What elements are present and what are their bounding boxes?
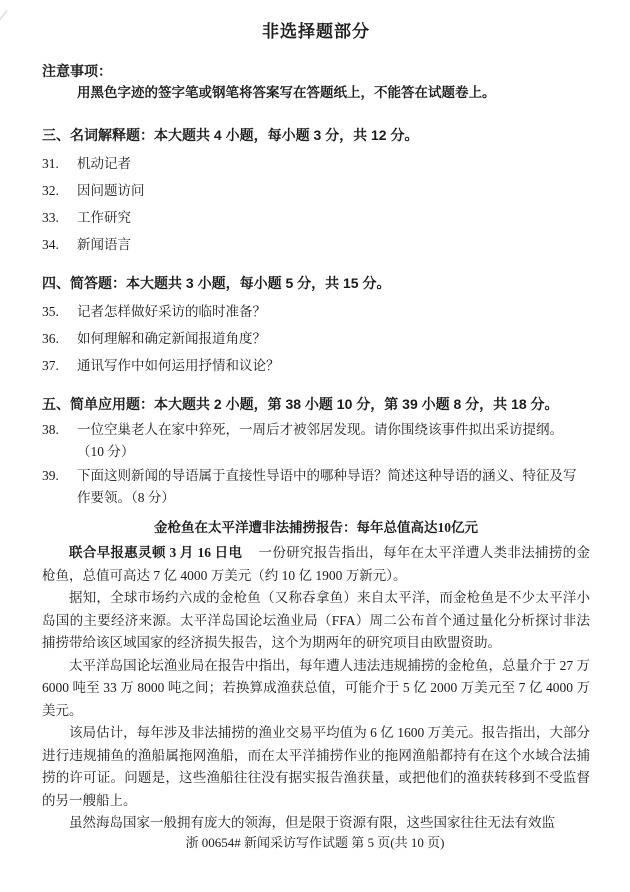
- section-short-answer: [42, 272, 590, 379]
- question-text: [77, 419, 577, 463]
- news-article: [42, 517, 590, 835]
- notice-section: [42, 60, 590, 104]
- question-item: [42, 325, 590, 352]
- question-item: [42, 352, 590, 379]
- question-number: 36.: [42, 331, 59, 346]
- question-text: 通讯写作中如何运用抒情和议论？: [77, 358, 280, 373]
- section-heading: 三、名词解释题：本大题共 4 小题，每小题 3 分，共 12 分。: [42, 127, 419, 143]
- article-lead-paragraph: [42, 542, 590, 587]
- question-item: [42, 298, 590, 325]
- article-dateline: 联合早报惠灵顿 3 月 16 日电: [69, 545, 243, 560]
- article-paragraph: 据知，全球市场约六成的金枪鱼（又称吞拿鱼）来自太平洋，而金枪鱼是不少太平洋小岛国的主要经济来源。太平洋岛国论坛渔业局（FFA）周二公布首个通过量化分析探讨非法捕捞带给该区域国家的经济损失报告，这个为期两年的研究项目由欧盟资助。: [42, 590, 590, 650]
- question-item: [42, 150, 590, 177]
- question-number: 39.: [42, 468, 59, 483]
- question-number: 37.: [42, 358, 59, 373]
- question-score: （10 分）: [77, 444, 135, 459]
- section-heading: 四、简答题：本大题共 3 小题，每小题 5 分，共 15 分。: [42, 275, 391, 291]
- question-number: 38.: [42, 422, 59, 437]
- question-text: 下面这则新闻的导语属于直接性导语中的哪种导语？简述这种导语的涵义、特征及写作要领。（8 分）: [77, 468, 577, 505]
- question-item: [42, 465, 590, 509]
- question-text-body: 一位空巢老人在家中猝死，一周后才被邻居发现。请你围绕该事件拟出采访提纲。: [77, 422, 563, 437]
- question-item: [42, 231, 590, 258]
- question-text: 新闻语言: [77, 237, 131, 252]
- section-heading: 五、简单应用题：本大题共 2 小题，第 38 小题 10 分，第 39 小题 8 分，共 18 分。: [42, 396, 559, 412]
- question-number: 34.: [42, 237, 59, 252]
- question-number: 33.: [42, 210, 59, 225]
- question-item: [42, 204, 590, 231]
- article-paragraph: 太平洋岛国论坛渔业局在报告中指出，每年遭人违法违规捕捞的金枪鱼，总量介于 27 万 6000 吨至 33 万 8000 吨之间；若换算成渔获总值，可能介于 5 亿 2000 万美元至 7 亿 4000 万美元。: [42, 657, 590, 718]
- article-headline: 金枪鱼在太平洋遭非法捕捞报告：每年总值高达10亿元: [154, 520, 478, 535]
- page-title: 非选择题部分: [262, 22, 370, 41]
- article-paragraph: 虽然海岛国家一般拥有庞大的领海，但是限于资源有限，这些国家往往无法有效监: [69, 815, 555, 830]
- page-footer: 浙 00654# 新闻采访写作试题 第 5 页(共 10 页): [185, 835, 445, 850]
- article-paragraph: 该局估计，每年涉及非法捕捞的渔业交易平均值为 6 亿 1600 万美元。报告指出，大部分进行违规捕鱼的渔船属拖网渔船，而在太平洋捕捞作业的拖网渔船都持有在这个水域合法捕捞的许可证。问题是，这些渔船往往没有据实报告渔获量，或把他们的渔获转移到不受监督的另一艘船上。: [42, 725, 590, 808]
- question-text: 工作研究: [77, 210, 131, 225]
- question-text: 记者怎样做好采访的临时准备？: [77, 304, 266, 319]
- notice-text: 用黑色字迹的签字笔或钢笔将答案写在答题纸上，不能答在试题卷上。: [77, 85, 496, 100]
- question-item: [42, 419, 590, 463]
- article-lead-text: 一份研究报告指出，每年在太平洋遭人类非法捕捞的金枪鱼，总值可高达 7 亿 4000 万美元（约 10 亿 1900 万新元）。: [42, 545, 591, 583]
- question-number: 35.: [42, 304, 59, 319]
- notice-label: 注意事项：: [42, 63, 112, 79]
- question-text: 机动记者: [77, 156, 131, 171]
- question-number: 32.: [42, 183, 59, 198]
- section-glossary: [42, 124, 590, 258]
- section-application: [42, 393, 590, 509]
- question-item: [42, 177, 590, 204]
- question-text: 因问题访问: [77, 183, 145, 198]
- question-text: 如何理解和确定新闻报道角度？: [77, 331, 266, 346]
- question-number: 31.: [42, 156, 59, 171]
